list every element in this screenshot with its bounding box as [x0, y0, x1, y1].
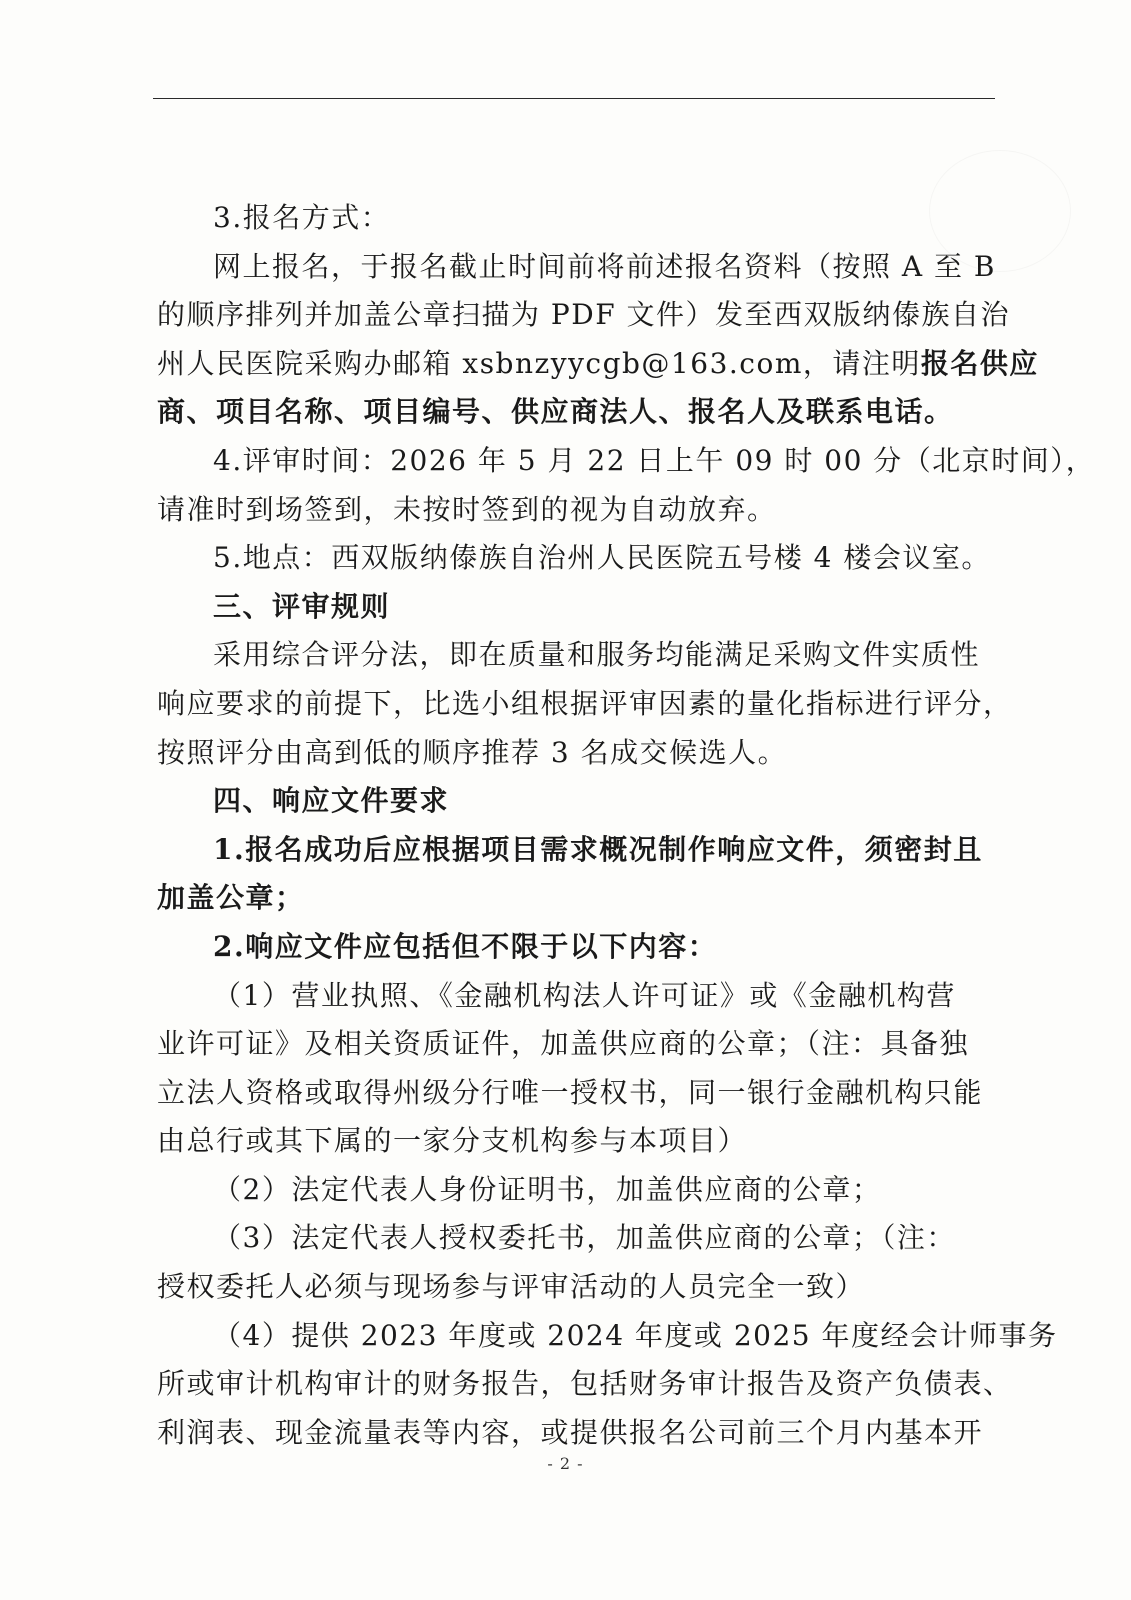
line-item-1-cont-c: 由总行或其下属的一家分支机构参与本项目） — [157, 1124, 748, 1158]
page-number: - 2 - — [547, 1454, 584, 1473]
section-heading-response-docs: 四、响应文件要求 — [213, 784, 450, 818]
email-line-text: 州人民医院采购办邮箱 xsbnzyycgb@163.com，请注明 — [157, 346, 921, 380]
section-heading-review-rules: 三、评审规则 — [213, 589, 391, 623]
line-item-4: （4）提供 2023 年度或 2024 年度或 2025 年度经会计师事务 — [213, 1318, 1058, 1352]
line-item-3-cont: 授权委托人必须与现场参与评审活动的人员完全一致） — [157, 1270, 866, 1304]
email-line-bold-tail: 报名供应 — [920, 346, 1039, 380]
line-online-registration: 网上报名，于报名截止时间前将前述报名资料（按照 A 至 B — [213, 249, 997, 283]
line-item-3: （3）法定代表人授权委托书，加盖供应商的公章；（注： — [213, 1221, 956, 1255]
line-location: 5.地点：西双版纳傣族自治州人民医院五号楼 4 楼会议室。 — [213, 541, 991, 575]
line-response-2: 2.响应文件应包括但不限于以下内容： — [213, 929, 718, 963]
line-review-time: 4.评审时间：2026 年 5 月 22 日上午 09 时 00 分（北京时间）， — [213, 443, 1096, 477]
line-item-1: （1）营业执照、《金融机构法人许可证》或《金融机构营 — [213, 978, 956, 1012]
body-text — [157, 194, 1096, 1457]
line-candidates: 按照评分由高到低的顺序推荐 3 名成交候选人。 — [157, 735, 788, 769]
line-item-2: （2）法定代表人身份证明书，加盖供应商的公章； — [213, 1172, 882, 1206]
line-scoring-method: 采用综合评分法，即在质量和服务均能满足采购文件实质性 — [213, 638, 981, 672]
line-response-1: 1.报名成功后应根据项目需求概况制作响应文件，须密封且 — [213, 832, 983, 866]
line-item-4-cont-b: 利润表、现金流量表等内容，或提供报名公司前三个月内基本开 — [157, 1415, 984, 1449]
line-registration-method: 3.报名方式： — [213, 201, 391, 234]
line-item-1-cont-a: 业许可证》及相关资质证件，加盖供应商的公章；（注：具备独 — [157, 1027, 970, 1061]
line-response-1-cont: 加盖公章； — [157, 881, 305, 915]
line-email — [157, 340, 1039, 389]
line-item-4-cont-a: 所或审计机构审计的财务报告，包括财务审计报告及资产负债表、 — [157, 1367, 1013, 1401]
header-rule — [153, 98, 995, 99]
line-sign-in-notice: 请准时到场签到，未按时签到的视为自动放弃。 — [157, 492, 777, 526]
line-item-1-cont-b: 立法人资格或取得州级分行唯一授权书，同一银行金融机构只能 — [157, 1075, 984, 1109]
line-required-info: 商、项目名称、项目编号、供应商法人、报名人及联系电话。 — [157, 395, 954, 429]
line-scoring-detail: 响应要求的前提下，比选小组根据评审因素的量化指标进行评分， — [157, 686, 1013, 720]
line-pdf-order: 的顺序排列并加盖公章扫描为 PDF 文件）发至西双版纳傣族自治 — [157, 298, 1011, 332]
email-text — [157, 347, 1039, 380]
